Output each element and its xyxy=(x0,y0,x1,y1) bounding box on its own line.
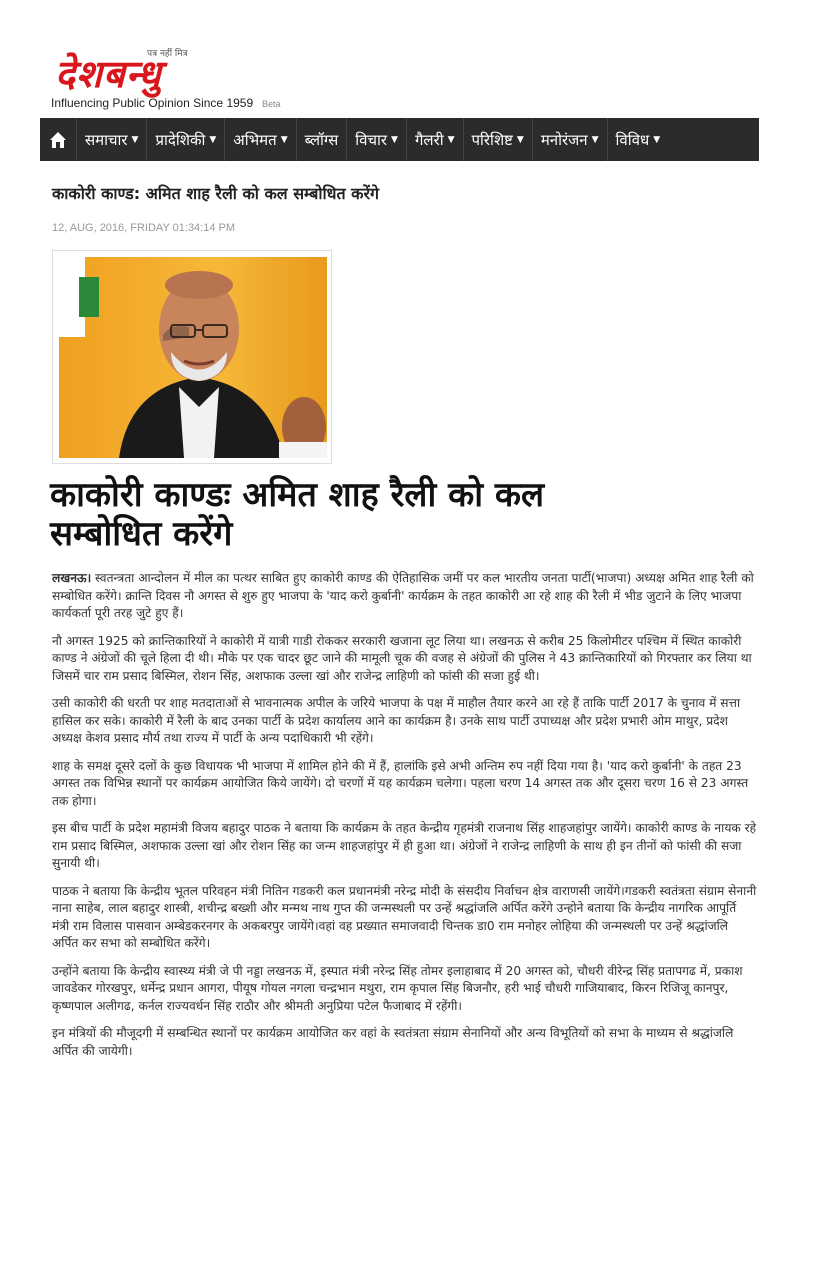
article-body xyxy=(52,570,757,1070)
article-headline: काकोरी काण्डः अमित शाह रैली को कल सम्बोधित करेंगे xyxy=(50,475,545,554)
article-paragraph: इन मंत्रियों की मौजूदगी में सम्बन्धित स्थानों पर कार्यक्रम आयोजित कर वहां के स्वतंत्रता संग्राम सेनानियों और अन्य विभूतियों को सभा के माध्यम से श्रद्धांजलि अर्पित की जायेगी। xyxy=(52,1026,734,1058)
nav-item-blogs[interactable] xyxy=(297,118,348,161)
caret-down-icon: ▼ xyxy=(447,134,455,145)
nav-item-vividh[interactable] xyxy=(608,118,669,161)
article-paragraph: शाह के समक्ष दूसरे दलों के कुछ विधायक भी भाजपा में शामिल होने की में हैं, हालांकि इसे अभी अन्तिम रुप नहीं दिया गया है। 'याद करो कुर्बानी' के तहत 23 अगस्त तक विभिन्न स्थानों पर कार्यक्रम आयोजित किये जायेंगे। दो चरणों में यह कार्यक्रम चलेगा। पहला चरण 14 अगस्त तक और दूसरा चरण 16 से 23 अगस्त तक होगा। xyxy=(52,758,749,808)
caret-down-icon: ▼ xyxy=(391,134,398,145)
home-icon xyxy=(49,131,67,149)
article-paragraph xyxy=(52,570,757,623)
nav-label: समाचार xyxy=(85,130,128,149)
nav-label: गैलरी xyxy=(414,130,444,149)
nav-item-pradeshiki[interactable] xyxy=(147,118,225,161)
article-photo xyxy=(52,250,332,464)
nav-label: अभिमत xyxy=(233,130,277,149)
nav-item-manoranjan[interactable] xyxy=(533,118,608,161)
article-date: 12, AUG, 2016, FRIDAY 01:34:14 PM xyxy=(52,222,236,234)
article-paragraph: पाठक ने बताया कि केन्द्रीय भूतल परिवहन मंत्री नितिन गडकरी कल प्रधानमंत्री नरेन्द्र मोदी के संसदीय निर्वाचन क्षेत्र वाराणसी जायेंगे।गडकरी स्वतंत्रता संग्राम सेनानी नाना साहेब, लाल बहादुर शास्त्री, शचीन्द्र बख्शी और मन्मथ नाथ गुप्त की जन्मस्थली पर उन्हें श्रद्धांजलि अर्पित करेंगे उन्होने बताया कि केन्द्रीय नागरिक आपूर्ति मंत्री राम विलास पासवान अम्बेडकरनगर के अकबरपुर जायेंगे।वहां वह प्रख्यात समाजवादी चिन्तक डा0 राम मनोहर लोहिया की जन्मस्थली पर उन्हें श्रद्धांजलि अर्पित कर सभा को सम्बोधित करेंगे। xyxy=(52,883,757,950)
paragraph-text: स्वतन्त्रता आन्दोलन में मील का पत्थर साबित हुए काकोरी काण्ड की ऐतिहासिक जमीं पर कल भारतीय जनता पार्टी(भाजपा) अध्यक्ष अमित शाह रैली को सम्बोधित करेंगे। क्रान्ति दिवस नौ अगस्त से शुरु हुए भाजपा के 'याद करो कुर्बानी' कार्यक्रम के तहत काकोरी आ रहे शाह की रैली में भीड जुटाने के लिए भाजपा कार्यकर्ता पूरी तरह जुटे हुए हैं। xyxy=(52,571,754,620)
article-paragraph: नौ अगस्त 1925 को क्रान्तिकारियों ने काकोरी में यात्री गाडी रोककर सरकारी खजाना लूट लिया था। लखनऊ से करीब 25 किलोमीटर पश्चिम में स्थित काकोरी काण्ड ने अंग्रेजों की चूले हिला दी थी। मौके पर एक चादर छूट जाने की मामूली चूक की वजह से अंग्रेजों की पुलिस ने 43 क्रान्तिकारियों को गिरफ्तार कर लिया था जिसमें चार राम प्रसाद बिस्मिल, रोशन सिंह, अशफाक उल्ला खां और राजेन्द्र लाहिणी को फांसी की सजा हुई थी। xyxy=(52,633,752,683)
logo-subtitle: Influencing Public Opinion Since 1959 xyxy=(51,96,254,110)
main-nav xyxy=(40,118,759,161)
caret-down-icon: ▼ xyxy=(516,134,524,145)
nav-item-abhimat[interactable] xyxy=(225,118,296,161)
nav-item-vichar[interactable] xyxy=(347,118,407,161)
caret-down-icon: ▼ xyxy=(280,134,288,145)
caret-down-icon: ▼ xyxy=(653,134,661,145)
site-logo[interactable] xyxy=(51,44,311,114)
nav-label: विचार xyxy=(355,130,388,149)
nav-home-button[interactable] xyxy=(40,118,77,161)
caret-down-icon: ▼ xyxy=(591,134,599,145)
nav-item-gallery[interactable] xyxy=(407,118,464,161)
logo-tagline: पत्र नहीं मित्र xyxy=(147,49,188,59)
nav-label: विविध xyxy=(615,130,650,149)
nav-item-parishisht[interactable] xyxy=(464,118,533,161)
beta-label: Beta xyxy=(262,99,281,109)
nav-label: ब्लॉग्स xyxy=(304,130,339,149)
article-title-small: काकोरी काण्ड: अमित शाह रैली को कल सम्बोधित करेंगे xyxy=(52,184,380,203)
nav-item-samachar[interactable] xyxy=(77,118,147,161)
nav-label: मनोरंजन xyxy=(540,130,588,149)
article-paragraph: उन्होंने बताया कि केन्द्रीय स्वास्थ्य मंत्री जे पी नड्डा लखनऊ में, इस्पात मंत्री नरेन्द्र सिंह तोमर इलाहाबाद में 20 अगस्त को, चौधरी वीरेन्द्र सिंह प्रतापगढ में, प्रकाश जावडेकर गोरखपुर, धर्मेन्द्र प्रधान आगरा, पीयूष गोयल नगला चन्द्रभान मथुरा, राम कृपाल सिंह बिजनौर, हरी भाई चौधरी गाजियाबाद, किरन रिजिजू कानपुर, कृष्णपाल अलीगढ, कर्नल राज्यवर्धन सिंह राठौर और श्रीमती अनुप्रिया पटेल फैजाबाद में रहेंगी। xyxy=(52,963,743,1013)
nav-label: प्रादेशिकी xyxy=(155,130,206,149)
caret-down-icon: ▼ xyxy=(209,134,217,145)
article-paragraph: इस बीच पार्टी के प्रदेश महामंत्री विजय बहादुर पाठक ने बताया कि कार्यक्रम के तहत केन्द्रीय गृहमंत्री राजनाथ सिंह शाहजहांपुर जायेंगे। काकोरी काण्ड के नायक रहे राम प्रसाद बिस्मिल, अशफाक उल्ला खां और रोशन सिंह का जन्म शाहजहांपुर में ही हुआ था। अंग्रेजों ने राजेन्द्र लाहिणी के साथ ही इन तीनों को फांसी की सजा सुनायी थी। xyxy=(52,821,757,870)
dateline-place: लखनऊ। xyxy=(52,571,92,585)
nav-label: परिशिष्ट xyxy=(471,130,513,149)
person-photo xyxy=(59,257,327,458)
article-paragraph: उसी काकोरी की धरती पर शाह मतदाताओं से भावनात्मक अपील के जरिये भाजपा के पक्ष में माहौल तैयार करने आ रहे हैं ताकि पार्टी 2017 के चुनाव में सत्ता हासिल कर सके। काकोरी में रैली के बाद उनका पार्टी के प्रदेश कार्यालय आने का कार्यक्रम है। उनके साथ पार्टी उपाध्यक्ष और प्रदेश प्रभारी ओम माथुर, प्रदेश अध्यक्ष केशव प्रसाद मौर्य तथा राज्य में पार्टी के अन्य पदाधिकारी भी रहेंगे। xyxy=(52,696,741,745)
logo-wordmark: देशबन्धु xyxy=(55,52,162,96)
caret-down-icon: ▼ xyxy=(131,134,139,145)
